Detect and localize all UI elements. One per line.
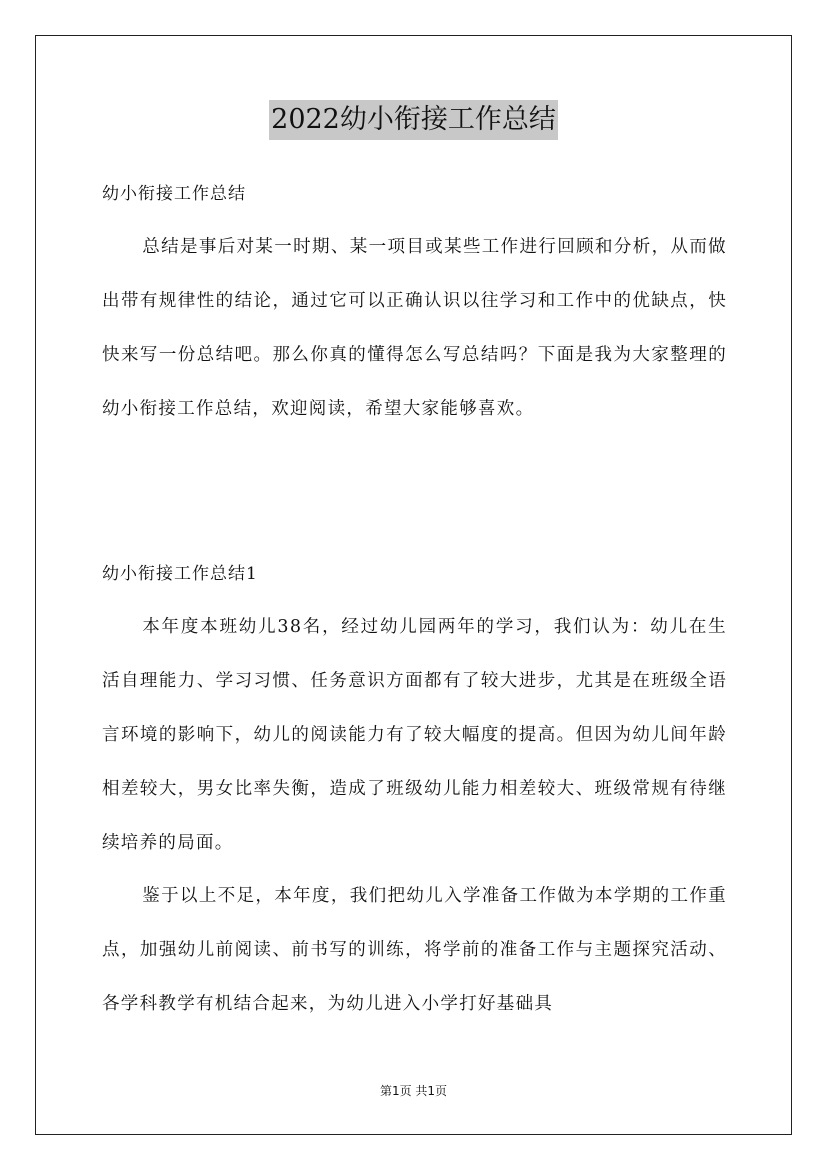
intro-paragraph: 总结是事后对某一时期、某一项目或某些工作进行回顾和分析，从而做出带有规律性的结论，通过它可以正确认识以往学习和工作中的优缺点，快快来写一份总结吧。那么你真的懂得怎么写总结吗？下面是我为大家整理的幼小衔接工作总结，欢迎阅读，希望大家能够喜欢。	[102, 237, 727, 419]
document-title: 2022幼小衔接工作总结	[269, 100, 558, 140]
page-footer: 第1页 共1页	[379, 1084, 448, 1098]
section1-heading: 幼小衔接工作总结1	[102, 564, 258, 584]
section1-paragraph-2: 鉴于以上不足，本年度，我们把幼儿入学准备工作做为本学期的工作重点，加强幼儿前阅读、前书写的训练，将学前的准备工作与主题探究活动、各学科教学有机结合起来，为幼儿进入小学打好基础具	[102, 886, 727, 1014]
intro-heading: 幼小衔接工作总结	[102, 184, 246, 204]
section1-paragraph-1: 本年度本班幼儿38名，经过幼儿园两年的学习，我们认为：幼儿在生活自理能力、学习习惯、任务意识方面都有了较大进步，尤其是在班级全语言环境的影响下，幼儿的阅读能力有了较大幅度的提高。但因为幼儿间年龄相差较大，男女比率失衡，造成了班级幼儿能力相差较大、班级常规有待继续培养的局面。	[102, 617, 727, 853]
title-container	[0, 100, 827, 140]
